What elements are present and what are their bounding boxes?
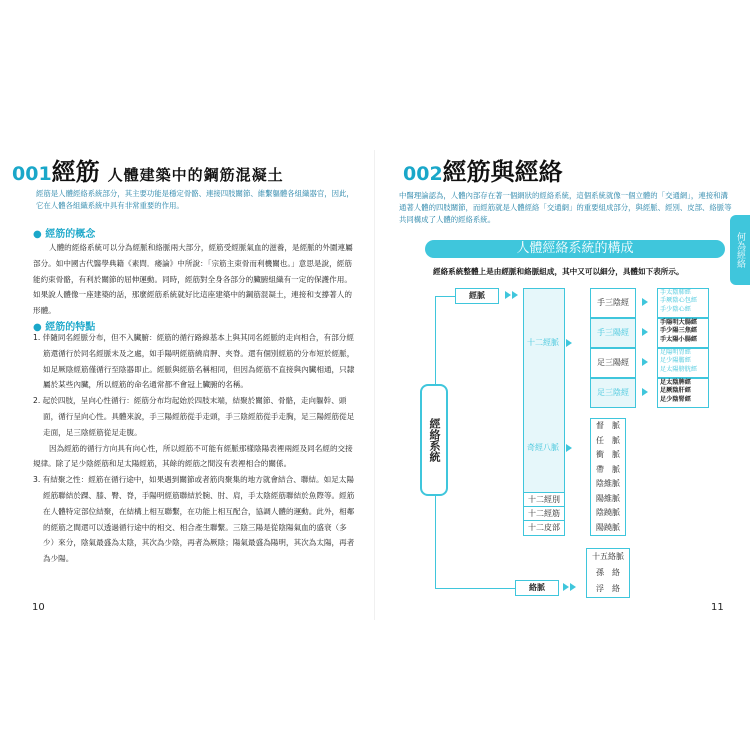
meridian-name: 手太陰肺經 [660, 289, 691, 296]
luo-name: 孫 絡 [596, 568, 620, 577]
jingmai-node: 經脈 [455, 288, 499, 304]
luo-name: 十五絡脈 [592, 552, 624, 561]
diagram-banner: 人體經絡系統的構成 [425, 240, 725, 258]
meridian-name: 手少陽三焦經 [660, 327, 698, 335]
list-item: 3. 有結聚之性：經筋在循行途中，如果遇到關節或者筋肉聚集的地方就會結合、聯結。如足太陽經筋聯結於踝、膝、臀、脊，手陽明經筋聯結於腕、肘、肩，手太陰經筋聯結於魚際等。經筋在人體特定部位結聚，在結構上相互聯繫，在功能上相互配合，協調人體的運動。此外，相鄰的經筋之間還可以透過循行途中的相交、相合產生聯繫。三陰三陽是從陰陽氣血的盛衰（多少）來分，陰氣最盛為太陰，其次為少陰，再者為厥陰；陽氣最盛為陽明，其次為太陽，再者為少陽。 [33, 475, 355, 564]
intro-text: 經筋是人體經絡系統部分，其主要功能是穩定骨骼、連接四肢關節、維繫軀體各組織器官，因此，它在人體各組織系統中具有非常重要的作用。 [36, 189, 354, 210]
meridian-name: 足太陰脾經 [660, 379, 691, 386]
eight-vessels [590, 418, 626, 536]
intro-text: 中醫理論認為，人體內部存在著一個網狀的經絡系統，這個系統就像一個立體的「交通網」，連接和溝通著人體的四肢關節，而經筋就是人體經絡「交通網」的重要組成部分，與經脈、經別、皮部、絡脈等共同構成了人體的經絡系統。 [399, 191, 732, 224]
group-members [657, 318, 709, 348]
meridian-name: 足陽明胃經 [660, 349, 691, 356]
meridian-name: 足太陽膀胱經 [660, 365, 698, 373]
vessel-name: 衝 脈 [596, 450, 620, 459]
list-item: 因為經筋的循行方向具有向心性，所以經筋不可能有經脈那樣陰陽表裡兩經及同名經的交接規律。除了足少陰經筋和足太陽經筋，其餘的經筋之間沒有表裡相合的關係。 [33, 443, 353, 469]
group-node: 手三陰經 [590, 288, 636, 318]
vessel-name: 督 脈 [596, 421, 620, 430]
twelve-bie-node: 十二經別 [523, 492, 565, 508]
heading-features: ● 經筋的特點 [33, 322, 96, 333]
twelve-pi-node: 十二皮部 [523, 520, 565, 536]
list-item: 1. 伴隨同名經脈分布，但不入臟腑：經筋的循行路線基本上與其同名經脈的走向相合，有部分經筋還循行於同名經脈未及之處，如手陽明經筋繞肩胛、夾脊。還有個別經筋的分布短於經脈，如足厥陰經筋僅循行至陰器即止。經脈與經筋名稱相同，但因為經筋不直接與內臟相通，只隸屬於某些內臟，所以經筋的命名通常都不會冠上臟腑的名稱。 [33, 333, 355, 390]
luo-list [586, 548, 630, 598]
section-number: 002 [403, 163, 443, 185]
group-node: 手三陽經 [590, 318, 636, 348]
meridian-name: 手陽明大腸經 [660, 319, 698, 326]
meridian-name: 手少陰心經 [660, 305, 691, 313]
section-number: 001 [12, 163, 52, 185]
group-members [657, 378, 709, 408]
diagram-caption: 經絡系統整體上是由經脈和絡脈組成，其中又可以細分，具體如下表所示。 [433, 267, 684, 276]
section-title: 經筋 [51, 158, 100, 186]
root-node: 經絡系統 [420, 384, 448, 496]
luo-name: 浮 絡 [596, 584, 620, 593]
features-list [33, 330, 355, 567]
meridian-name: 足少陽膽經 [660, 357, 691, 365]
section-title: 經筋與經絡 [442, 158, 563, 186]
page-title [403, 152, 563, 187]
page-title [12, 152, 284, 187]
qijing-node: 奇經八脈 [527, 443, 559, 452]
heading-concept: ● 經筋的概念 [33, 229, 96, 240]
meridian-name: 手厥陰心包經 [660, 297, 698, 305]
twelve-jin-node: 十二經筋 [523, 506, 565, 522]
meridian-name: 足少陰腎經 [660, 395, 691, 403]
vessel-name: 陽蹺脈 [596, 522, 620, 532]
page-number: 10 [32, 602, 45, 613]
vessel-name: 陰維脈 [596, 479, 620, 488]
side-tab: 何為經絡 [730, 215, 750, 285]
vessel-name: 陽維脈 [596, 493, 620, 503]
group-members [657, 288, 709, 318]
luomai-node: 絡脈 [515, 580, 559, 596]
meridian-name: 手太陽小腸經 [660, 335, 698, 343]
concept-paragraph: 人體的經絡系統可以分為經脈和絡脈兩大部分，經筋受經脈氣血的滋養，是經脈的外圍連屬部分。如中國古代醫學典籍《素問．痿論》中所說：「宗筋主束骨而利機關也。」意思是說，經筋能約束骨骼，有利於關節的屈伸運動。同時，經筋對全身各部分的臟腑組織有一定的保護作用。如果說人體像一座建築的話，那麼經筋系統就好比這座建築中的鋼筋混凝土，連接和支撐著人的形體。 [33, 243, 353, 316]
group-node: 足三陽經 [590, 348, 636, 378]
page-number: 11 [711, 602, 724, 613]
section-subtitle: 人體建築中的鋼筋混凝土 [107, 166, 284, 184]
vessel-name: 任 脈 [596, 435, 620, 445]
vessel-name: 陰蹺脈 [596, 508, 620, 517]
group-members [657, 348, 709, 378]
twelve-main-node: 十二經脈 [527, 338, 559, 347]
list-item: 2. 起於四肢，呈向心性循行：經筋分布均起始於四肢末端，結聚於關節、骨骼，走向軀幹、頭面，循行呈向心性。具體來說，手三陽經筋從手走頭，手三陰經筋從手走胸，足三陽經筋從足走面，足三陰經筋從足走腹。 [33, 396, 355, 437]
jingmai-column [523, 288, 565, 494]
meridian-name: 足厥陰肝經 [660, 387, 691, 395]
vessel-name: 帶 脈 [596, 464, 620, 474]
group-node: 足三陰經 [590, 378, 636, 408]
